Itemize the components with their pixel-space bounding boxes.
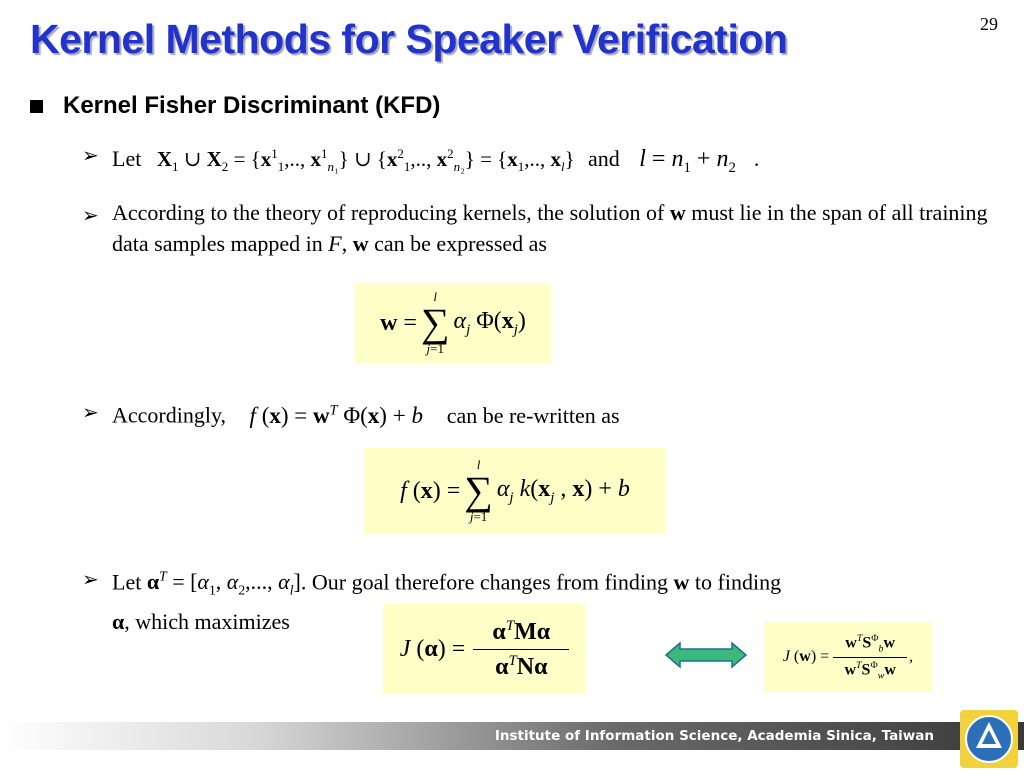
text-segment: Let <box>112 569 147 595</box>
item-accordingly <box>112 395 620 431</box>
main-bullet <box>30 92 440 120</box>
double-arrow-icon <box>664 641 748 669</box>
main-bullet-label: Kernel Fisher Discriminant (KFD) <box>63 92 441 119</box>
equation-j-alpha: J (α) = $\alpha^TM\alpha$ $\alpha^TN\alpha$ <box>383 604 586 694</box>
equation-j-w: J (w) = $w^TS^\Phi_bw$ $w^TS^\Phi_ww$ , <box>764 622 932 692</box>
arrow-bullet-icon: ➢ <box>82 143 99 167</box>
bold-w: w <box>673 569 690 595</box>
accordingly-label: Accordingly, <box>112 402 227 428</box>
arrow-bullet-icon: ➢ <box>82 400 99 424</box>
text-segment: can be expressed as <box>368 231 547 256</box>
bold-w: w <box>669 200 686 225</box>
equation-w-expansion: w = l ∑ j=1 $\alpha_j$ $\Phi(x_j)$ <box>355 283 551 363</box>
text-segment: must lie in the span of all training data samples mapped in <box>112 200 988 256</box>
item-reproducing-kernels <box>112 197 992 259</box>
arrow-bullet-icon: ➢ <box>82 567 99 591</box>
page-number: 29 <box>980 14 998 34</box>
text-segment: According to the theory of reproducing kernels, the solution of <box>112 200 670 225</box>
text-segment: , <box>341 231 353 256</box>
let-label: Let <box>112 146 142 171</box>
footer-institute: Institute of Information Science, Academia Sinica, Taiwan <box>494 728 934 744</box>
text-segment: to finding <box>689 569 782 595</box>
slide-title: Kernel Methods for Speaker Verification <box>30 16 788 62</box>
text-segment: . Our goal therefore changes from finding <box>300 569 674 595</box>
alpha-vector-formula: $\alpha^T = [\alpha_1$, $\alpha_2$,..., $\alpha_l$] <box>146 569 301 598</box>
set-union-formula: $X_1$ ∪ $X_2 = \{x^1_1$,.., $x^1_{n_1}$} ∪ {$x^2_1$,.., $x^2_{n_2}\} = \{x_1$,.., $x_l$} <box>156 146 580 175</box>
arrow-bullet-icon: ➢ <box>82 203 99 227</box>
and-label: and <box>587 146 620 171</box>
rewritten-label: can be re-written as <box>446 402 620 428</box>
l-equals-formula: $l = n_1 + n_2$ <box>639 146 736 176</box>
text-segment: , which maximizes <box>124 608 290 634</box>
equation-kernel-decision: f (x) = l ∑ j=1 $\alpha_j$ $k(x_j$ , x) + b <box>364 448 666 534</box>
alpha-symbol: α <box>112 608 125 634</box>
bold-w: w <box>352 231 369 256</box>
decision-function-formula: f $(x) = w^T$ Φ(x) + b <box>249 402 423 428</box>
italic-f: F <box>328 231 342 256</box>
item-let-sets: Let $X_1$ ∪ $X_2 = \{x^1_1$,.., $x^1_{n_1}$} ∪ {$x^2_1$,.., $x^2_{n_2}\} = \{x_1$,.., $x_l$} and $l = n_1 + n_2$ . <box>112 146 760 176</box>
institute-logo <box>960 710 1018 768</box>
square-bullet-icon <box>30 100 43 113</box>
